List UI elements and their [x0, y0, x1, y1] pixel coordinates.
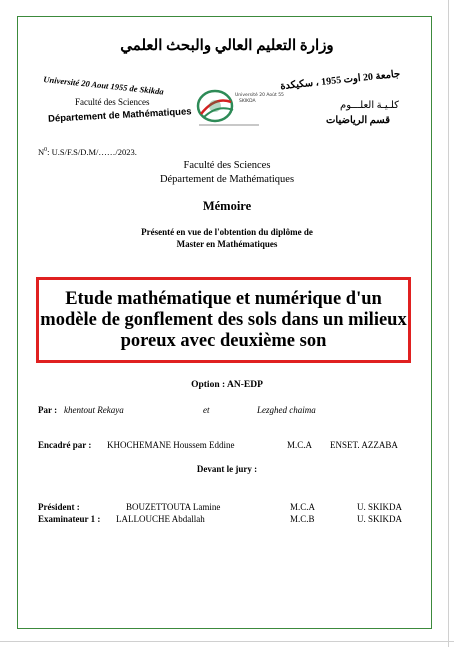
- presentation-text: [0, 226, 454, 250]
- svg-text:Université 20 Août 55: Université 20 Août 55: [235, 93, 284, 98]
- thesis-title-box: [36, 277, 411, 363]
- page-edge: [448, 0, 449, 647]
- university-name-ar: جامعة 20 اوت 1955 ، سكيكدة: [279, 68, 401, 93]
- jury-name: BOUZETTOUTA Lamine: [126, 502, 221, 512]
- supervisor-name: KHOCHEMANE Houssem Eddine: [107, 440, 235, 450]
- department-name-ar: قسم الرياضيات: [326, 115, 390, 126]
- jury-role: Président :: [38, 502, 80, 512]
- authors-conjunction: et: [203, 405, 210, 415]
- svg-text:SKIKDA: SKIKDA: [239, 99, 256, 104]
- faculty-name-fr: Faculté des Sciences: [75, 97, 150, 107]
- reference-number: $N^0$: U.S/F.S/D.M/……/2023.: [38, 147, 137, 157]
- ministry-title: وزارة التعليم العالي والبحث العلمي: [120, 38, 334, 54]
- thesis-title: Etude mathématique et numérique d'un modèle de gonflement des sols dans un milieux poreux avec deuxième son: [40, 288, 407, 351]
- jury-title: Devant le jury :: [196, 464, 258, 474]
- supervisor-institution: ENSET. AZZABA: [330, 440, 398, 450]
- page-edge-bottom: [0, 641, 454, 642]
- supervisor-grade: M.C.A: [287, 440, 313, 450]
- department-name-fr: Département de Mathématiques: [47, 106, 192, 125]
- university-logo-icon: [191, 84, 284, 134]
- option-line: Option : AN-EDP: [191, 380, 263, 390]
- jury-institution: U. SKIKDA: [357, 514, 402, 524]
- faculty-heading: Faculté des Sciences: [183, 160, 271, 171]
- jury-grade: M.C.B: [290, 514, 315, 524]
- authors-label: Par :: [38, 405, 58, 415]
- jury-role: Examinateur 1 :: [38, 514, 101, 524]
- jury-name: LALLOUCHE Abdallah: [116, 514, 205, 524]
- supervisor-label: Encadré par :: [38, 440, 92, 450]
- presentation-line-1: Présenté en vue de l'obtention du diplôme de: [141, 227, 313, 237]
- document-type: Mémoire: [202, 199, 252, 213]
- university-name-fr: Université 20 Aout 1955 de Skikda: [42, 74, 165, 97]
- jury-institution: U. SKIKDA: [357, 502, 402, 512]
- department-heading: Département de Mathématiques: [159, 174, 295, 185]
- faculty-name-ar: كلـيـة العلـــوم: [340, 100, 399, 111]
- presentation-line-2: Master en Mathématiques: [176, 239, 278, 249]
- author-2: Lezghed chaima: [257, 405, 316, 415]
- jury-grade: M.C.A: [290, 502, 316, 512]
- author-1: khentout Rekaya: [64, 405, 124, 415]
